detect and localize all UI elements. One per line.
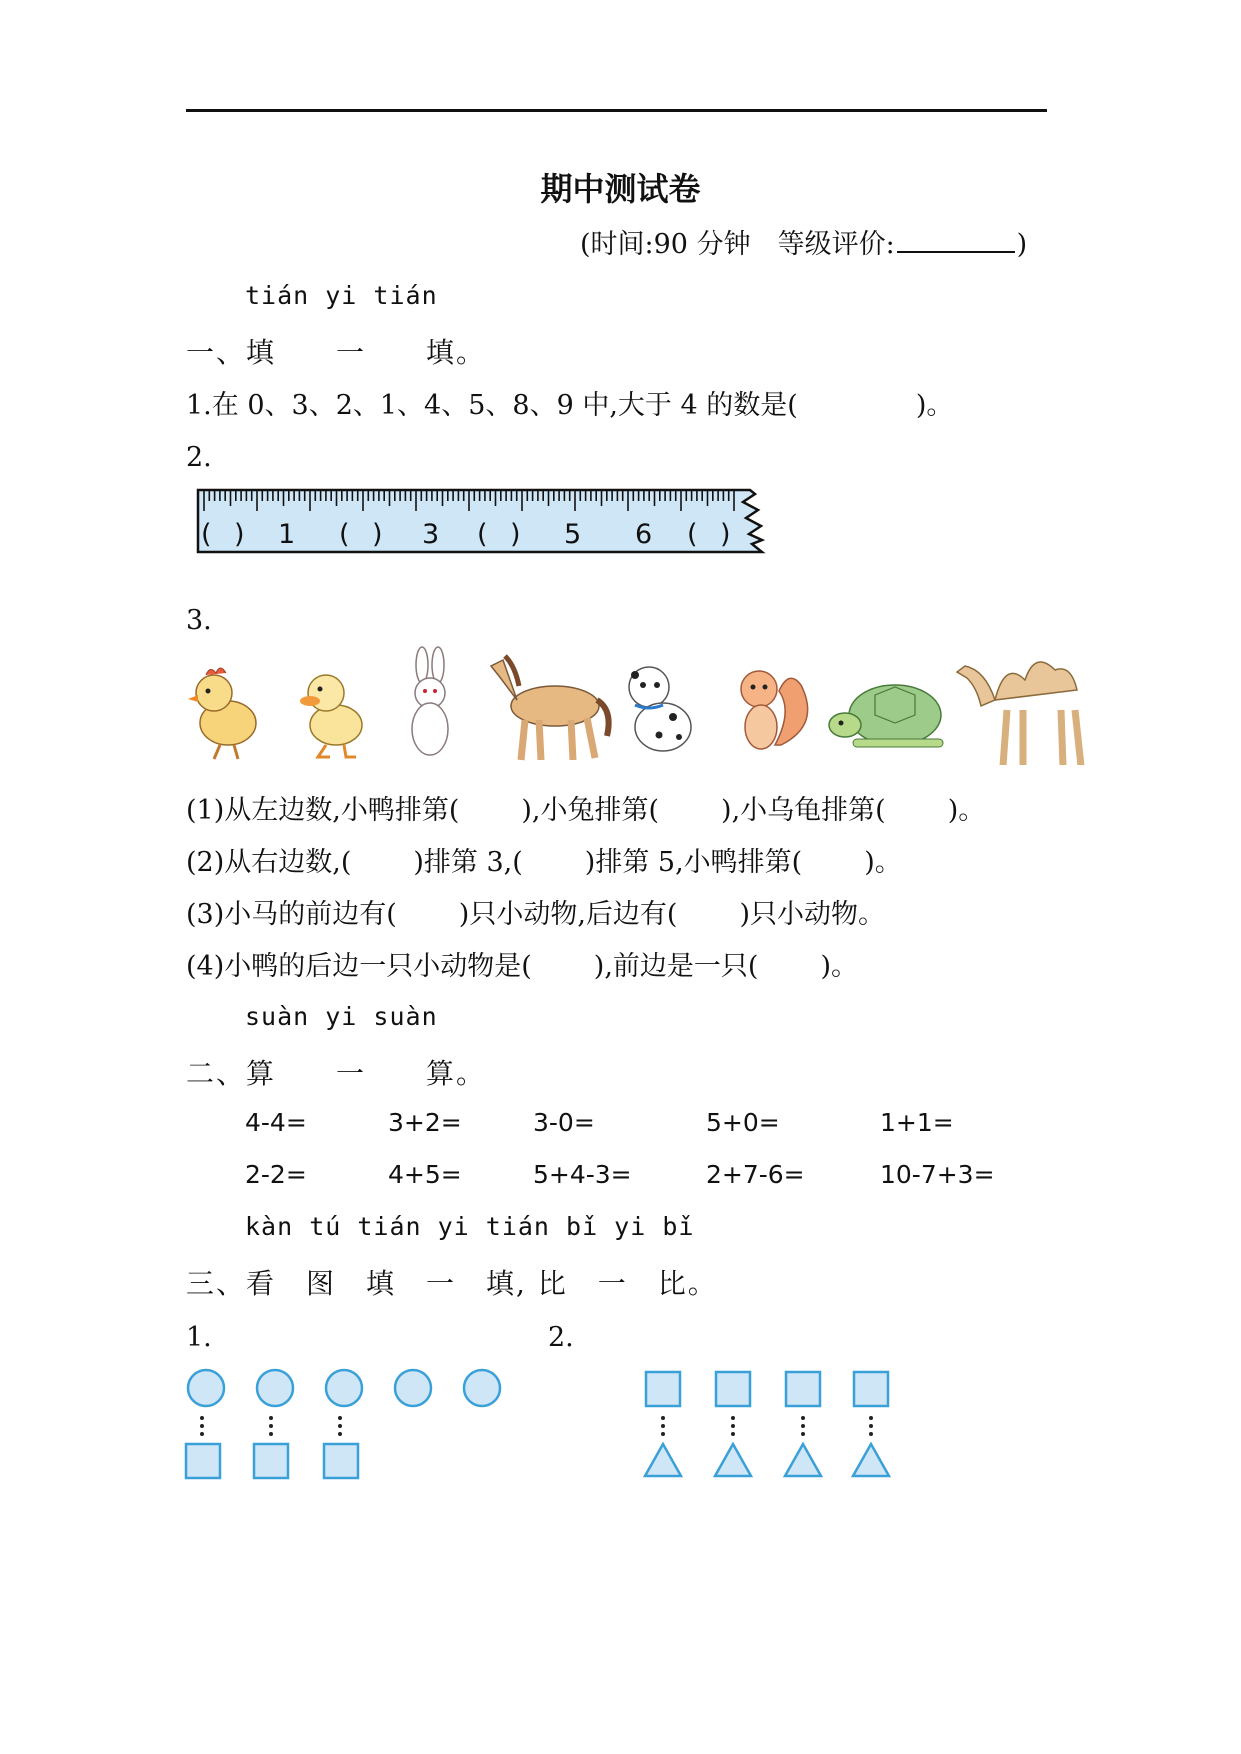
ruler-label: 3 [422,519,440,550]
square-shape [854,1372,888,1406]
dot-mark [801,1416,805,1420]
square-shape [786,1372,820,1406]
section2-heading: 二、算 一 算。 [186,1057,487,1090]
subquestion-text: (2)从右边数,( [186,847,352,878]
ruler-label: ( [201,519,212,550]
calc-item: 3-0= [533,1108,595,1137]
triangle-shape [785,1444,821,1476]
turtle-icon [829,685,943,747]
dot-mark [269,1424,273,1428]
dot-mark [269,1416,273,1420]
compare-figure-1 [180,1360,600,1490]
calc-item: 3+2= [388,1108,462,1137]
question-1-text: 1.在 0、3、2、1、4、5、8、9 中,大于 4 的数是( [186,390,798,421]
chick-icon [188,668,256,759]
dot-mark [200,1424,204,1428]
subquestion-3 [186,892,885,931]
horse-icon [491,656,609,760]
square-shape [716,1372,750,1406]
subquestion-text: )只小动物。 [739,899,885,930]
circle-shape [257,1370,293,1406]
subquestion-text: )。 [820,951,858,982]
circle-shape [395,1370,431,1406]
triangle-shape [645,1444,681,1476]
dot-mark [200,1416,204,1420]
compare-figure-2 [640,1360,920,1490]
dot-mark [661,1424,665,1428]
circle-shape [188,1370,224,1406]
dot-mark [338,1424,342,1428]
calc-item: 1+1= [880,1108,954,1137]
question-1-end: )。 [915,390,954,421]
dot-mark [731,1416,735,1420]
calc-item: 10-7+3= [880,1160,995,1189]
calc-item: 5+0= [706,1108,780,1137]
rabbit-icon [412,647,448,755]
dot-mark [869,1424,873,1428]
dot-mark [801,1424,805,1428]
subquestion-text: ),小乌龟排第( [721,795,886,826]
dot-mark [338,1432,342,1436]
calc-item: 2+7-6= [706,1160,805,1189]
subquestion-text: )排第 5,小鸭排第( [584,847,803,878]
subquestion-text: )排第 3,( [413,847,523,878]
dot-mark [731,1424,735,1428]
square-shape [646,1372,680,1406]
subquestion-4 [186,944,858,983]
problem-2-label: 2. [548,1322,574,1353]
subquestion-text: ),小兔排第( [521,795,660,826]
problem-1-label: 1. [186,1322,212,1353]
dot-mark [661,1416,665,1420]
question-1 [186,383,953,422]
ruler-label: ( [339,519,350,550]
ruler-label: ( [687,519,698,550]
square-shape [254,1444,288,1478]
ruler-label: 1 [278,519,296,550]
calc-item: 4+5= [388,1160,462,1189]
section1-pinyin: tián yi tián [245,281,438,310]
header-rule [186,109,1047,112]
page-title: 期中测试卷 [540,170,701,208]
camel-icon [957,662,1081,765]
subquestion-1 [186,788,985,827]
dot-mark [338,1416,342,1420]
question-3-label: 3. [186,605,212,636]
calc-item: 4-4= [245,1108,307,1137]
ruler-label: ( [477,519,488,550]
dot-mark [200,1432,204,1436]
subquestion-text: )。 [947,795,986,826]
duckling-icon [300,675,362,757]
square-shape [324,1444,358,1478]
calc-item: 2-2= [245,1160,307,1189]
subquestion-text: (1)从左边数,小鸭排第( [186,795,460,826]
ruler-label: 6 [635,519,653,550]
section3-heading: 三、看 图 填 一 填, 比 一 比。 [186,1267,718,1300]
dot-mark [869,1432,873,1436]
ruler-label: ) [510,519,521,550]
test-meta-text: (时间:90 分钟 等级评价: [580,229,895,260]
ruler-label: ) [234,519,245,550]
subquestion-text: (4)小鸭的后边一只小动物是( [186,951,532,982]
triangle-shape [715,1444,751,1476]
squirrel-icon [741,671,808,749]
test-meta [580,222,1027,261]
section1-heading: 一、填 一 填。 [186,336,487,369]
animal-row [180,645,1120,765]
subquestion-text: ),前边是一只( [593,951,759,982]
ruler-label: 5 [564,519,582,550]
test-meta-close: ) [1016,229,1028,260]
square-shape [186,1444,220,1478]
ruler [190,480,780,564]
subquestion-text: )只小动物,后边有( [458,899,678,930]
grade-blank[interactable] [897,225,1015,253]
circle-shape [464,1370,500,1406]
calc-item: 5+4-3= [533,1160,632,1189]
subquestion-2 [186,840,902,879]
dot-mark [731,1432,735,1436]
dot-mark [801,1432,805,1436]
dot-mark [661,1432,665,1436]
ruler-label: ) [372,519,383,550]
subquestion-text: )。 [864,847,902,878]
ruler-label: ) [720,519,731,550]
question-2-label: 2. [186,442,212,473]
triangle-shape [853,1444,889,1476]
dot-mark [269,1432,273,1436]
subquestion-text: (3)小马的前边有( [186,899,397,930]
dot-mark [869,1416,873,1420]
section3-pinyin: kàn tú tián yi tián bǐ yi bǐ [245,1212,695,1241]
puppy-icon [629,667,691,751]
section2-pinyin: suàn yi suàn [245,1002,438,1031]
circle-shape [326,1370,362,1406]
